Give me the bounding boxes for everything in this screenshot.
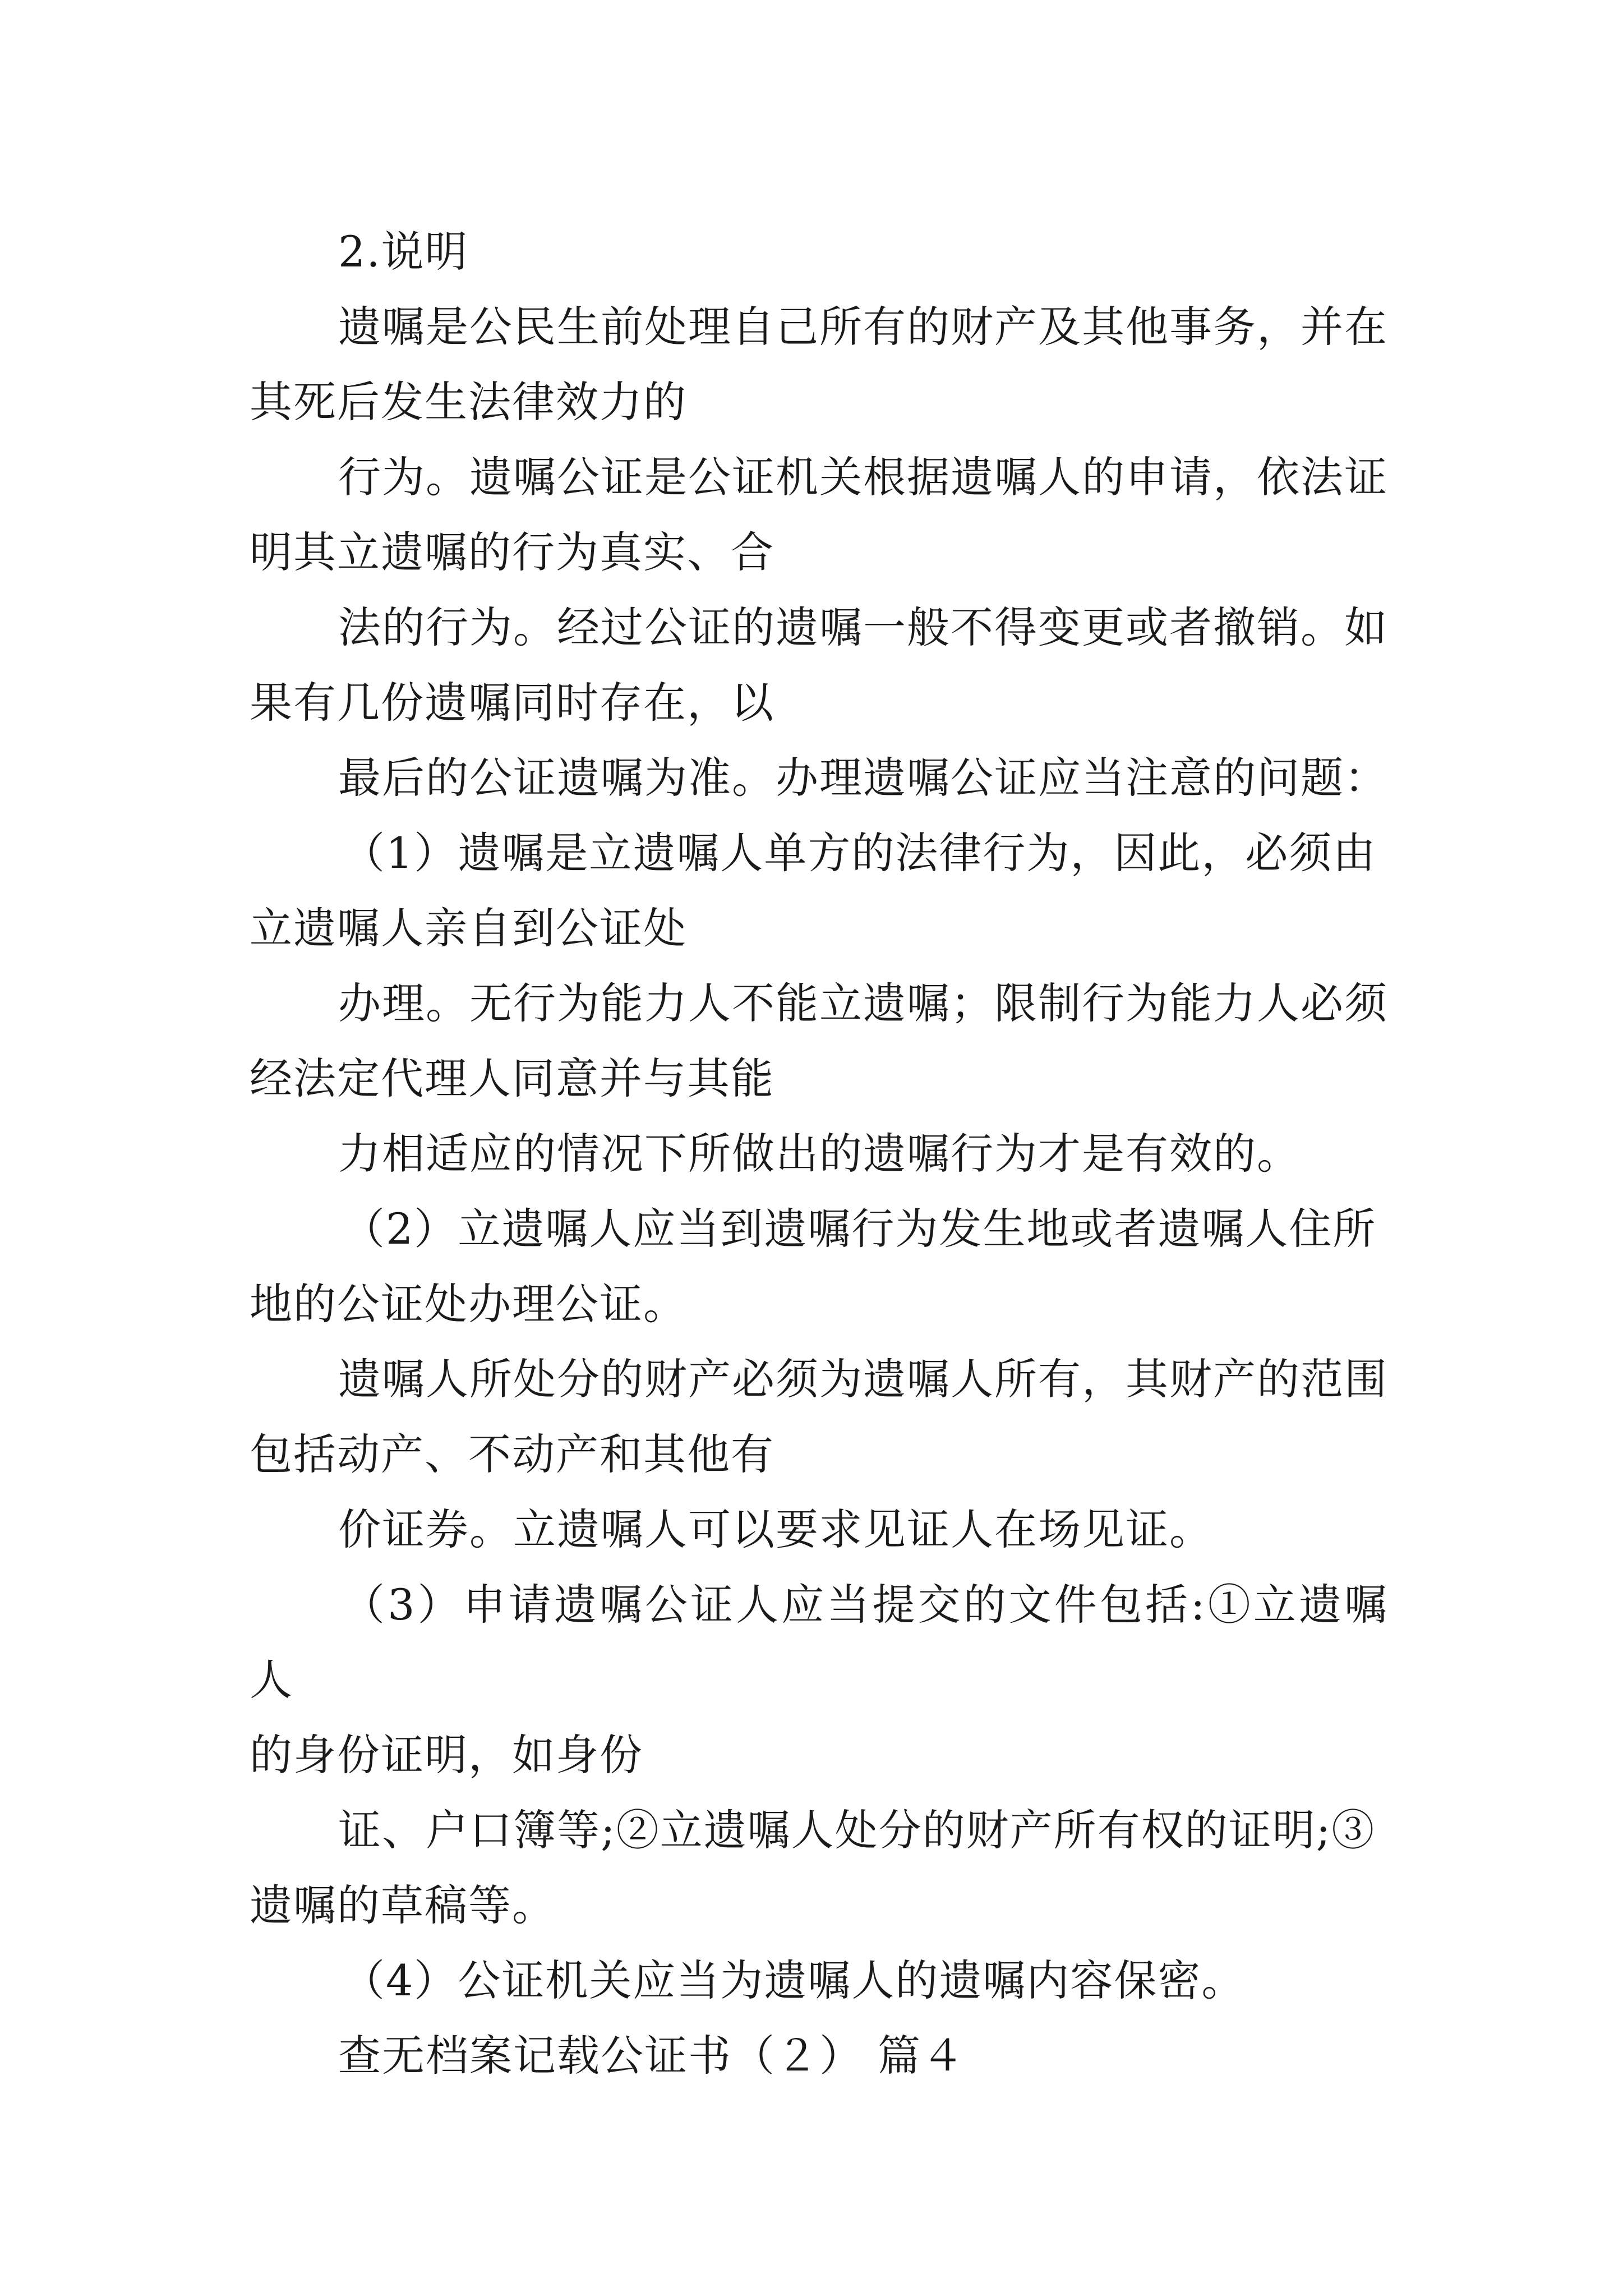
document-body xyxy=(250,214,1388,2093)
section-heading: 2.说明 xyxy=(338,227,469,277)
paragraph: （1）遗嘱是立遗嘱人单方的法律行为，因此，必须由 立遗嘱人亲自到公证处 xyxy=(250,828,1377,953)
paragraph: 行为。遗嘱公证是公证机关根据遗嘱人的申请，依法证 明其立遗嘱的行为真实、合 xyxy=(250,452,1388,577)
paragraph: 证、户口簿等;②立遗嘱人处分的财产所有权的证明;③ 遗嘱的草稿等。 xyxy=(250,1805,1376,1930)
paragraph: 价证券。立遗嘱人可以要求见证人在场见证。 xyxy=(338,1504,1213,1554)
paragraph: （3）申请遗嘱公证人应当提交的文件包括:①立遗嘱人 的身份证明，如身份 xyxy=(250,1580,1388,1780)
paragraph: 遗嘱是公民生前处理自己所有的财产及其他事务，并在 其死后发生法律效力的 xyxy=(250,302,1388,427)
paragraph: 办理。无行为能力人不能立遗嘱；限制行为能力人必须 经法定代理人同意并与其能 xyxy=(250,978,1388,1103)
paragraph: 法的行为。经过公证的遗嘱一般不得变更或者撤销。如 果有几份遗嘱同时存在，以 xyxy=(250,602,1388,728)
paragraph: （4）公证机关应当为遗嘱人的遗嘱内容保密。 xyxy=(342,1955,1246,2005)
paragraph: （2）立遗嘱人应当到遗嘱行为发生地或者遗嘱人住所 地的公证处办理公证。 xyxy=(250,1204,1377,1329)
section-footer-title: 查无档案记载公证书（２） 篇４ xyxy=(338,2031,966,2081)
paragraph: 遗嘱人所处分的财产必须为遗嘱人所有，其财产的范围 包括动产、不动产和其他有 xyxy=(250,1354,1388,1479)
paragraph: 最后的公证遗嘱为准。办理遗嘱公证应当注意的问题： xyxy=(338,753,1388,803)
paragraph: 力相适应的情况下所做出的遗嘱行为才是有效的。 xyxy=(338,1129,1301,1179)
